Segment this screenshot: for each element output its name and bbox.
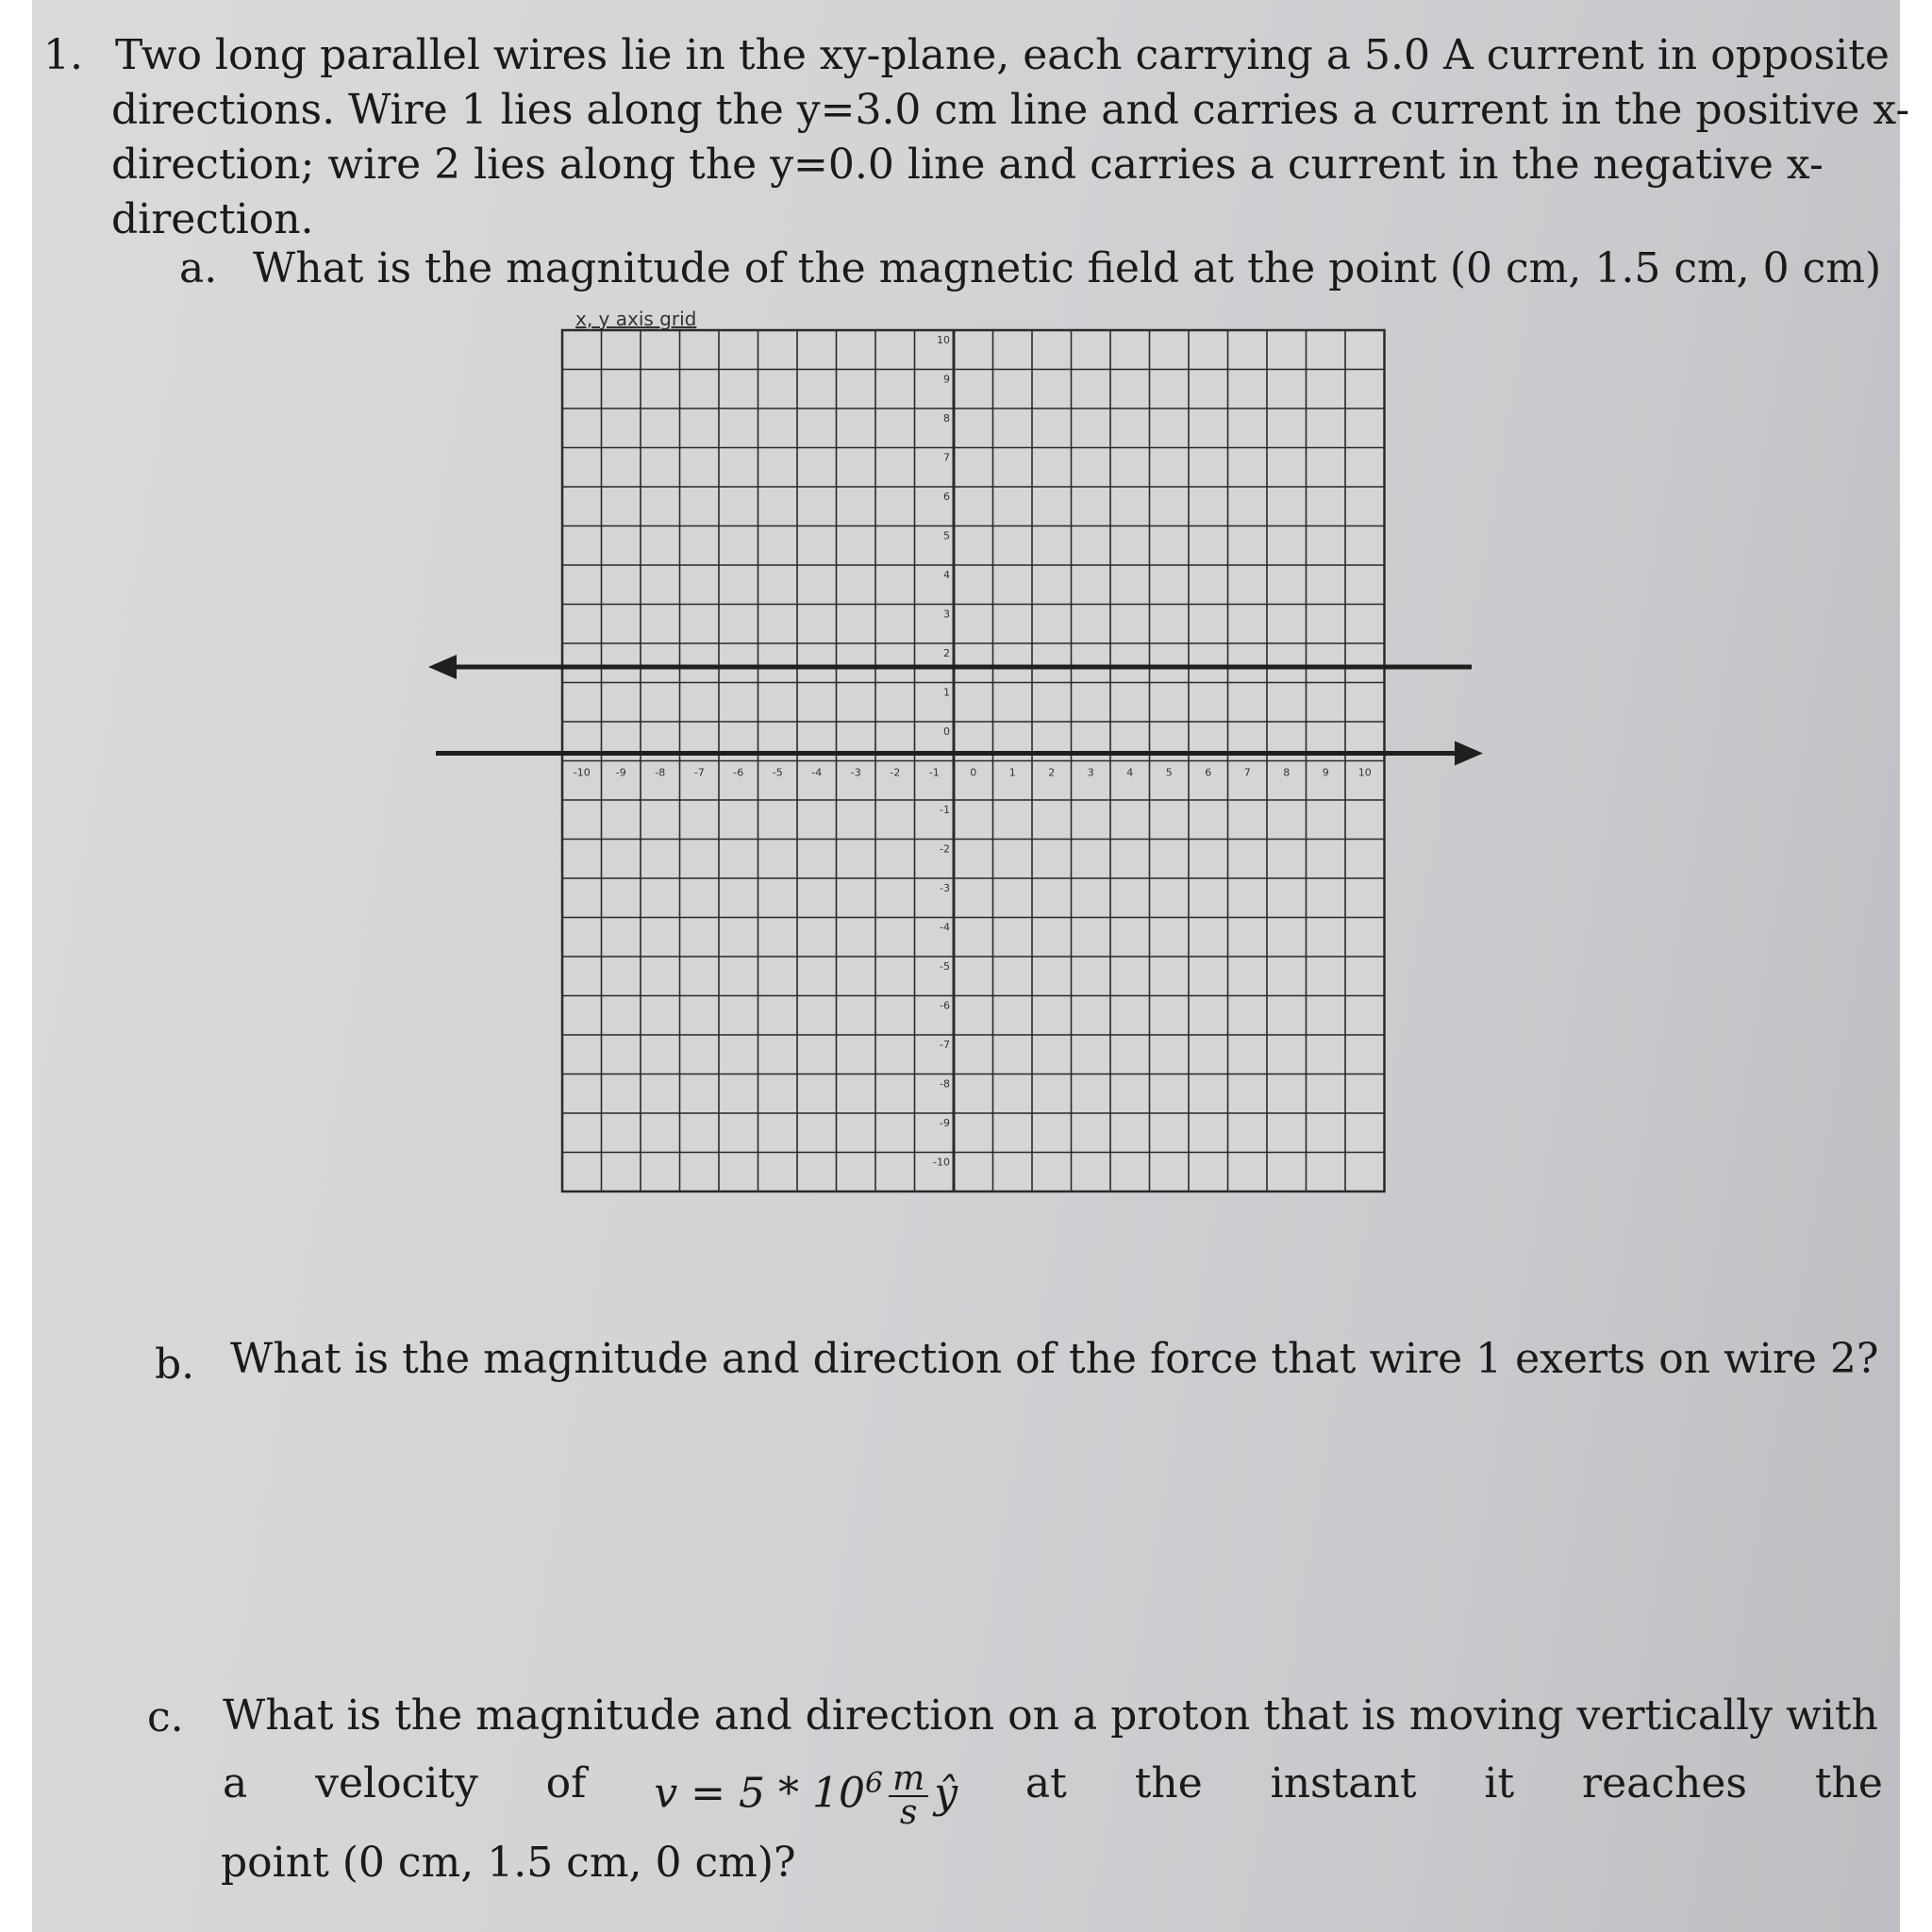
word-it: it [1484,1759,1515,1807]
x-tick-label: 1 [1008,766,1016,779]
x-tick-label: -10 [573,766,591,779]
part-b-letter: b. [155,1341,195,1389]
word-at: at [1024,1759,1067,1807]
wire-arrowhead-left [428,655,457,679]
word-the: the [1134,1759,1203,1807]
part-b-question: What is the magnitude and direction of the force that wire 1 exerts on wire 2? [230,1335,1879,1383]
part-a-letter: a. [179,244,218,292]
y-tick-label: 9 [943,373,950,386]
x-tick-label: -4 [811,766,823,779]
problem-line-1: Two long parallel wires lie in the xy-plane, each carrying a 5.0 A current in opposite [115,31,1890,79]
x-tick-label: 10 [1357,766,1372,779]
y-tick-label: -2 [940,842,950,856]
x-tick-label: -9 [615,766,626,779]
y-tick-label: -7 [940,1039,950,1051]
y-tick-label: -6 [940,999,950,1012]
y-tick-label: 0 [943,725,950,738]
x-tick-label: 9 [1322,766,1329,779]
x-tick-label: 0 [970,766,977,779]
velocity-equation: $v = 5 * 10^6$ $\frac{m}{s}$ ŷ [654,1759,958,1833]
y-tick-label: 4 [943,569,950,581]
y-tick-label: -4 [940,921,950,934]
problem-line-2: directions. Wire 1 lies along the y=3.0 cm line and carries a current in the positive x- [111,86,1910,134]
problem-line-3: direction; wire 2 lies along the y=0.0 line and carries a current in the negative x- [111,141,1824,189]
x-tick-label: -3 [850,766,861,779]
grid-title: x, y axis grid [575,308,697,330]
word-of: of [545,1759,587,1807]
unit-fraction: $\frac{m}{s}$ [889,1763,928,1829]
x-tick-label: -1 [928,766,940,779]
y-tick-label: -1 [940,804,950,816]
x-tick-label: -6 [733,766,744,779]
y-tick-label: 5 [943,529,950,542]
y-tick-label: -10 [933,1156,950,1169]
x-tick-label: 2 [1048,766,1056,779]
x-tick-label: -2 [890,766,901,779]
y-tick-label: -9 [940,1117,950,1129]
part-a-question: What is the magnitude of the magnetic field at the point (0 cm, 1.5 cm, 0 cm) [253,244,1882,292]
y-tick-label: 8 [943,412,950,425]
x-tick-label: -5 [772,766,783,779]
x-tick-label: 6 [1205,766,1212,779]
word-reaches: reaches [1582,1759,1747,1807]
y-tick-label: 1 [943,686,950,699]
x-tick-label: -8 [655,766,666,779]
part-c-line-3: point (0 cm, 1.5 cm, 0 cm)? [221,1839,796,1887]
word-the-2: the [1814,1759,1883,1807]
x-tick-label: -7 [693,766,705,779]
x-tick-label: 5 [1165,766,1173,779]
word-a: a [223,1759,248,1807]
part-c-line-1: What is the magnitude and direction on a proton that is moving vertically with [223,1691,1878,1740]
y-tick-label: 10 [937,334,950,346]
coordinate-grid [415,321,1491,1208]
x-tick-label: 3 [1087,766,1094,779]
part-c-letter: c. [147,1693,184,1741]
word-instant: instant [1270,1759,1417,1807]
y-tick-label: 2 [943,647,950,659]
y-tick-label: -8 [940,1077,950,1091]
y-tick-label: 6 [943,491,950,503]
x-tick-label: 7 [1243,766,1251,779]
part-c-line-2 [223,1757,1883,1833]
x-tick-label: 4 [1126,766,1134,779]
problem-number: 1. [43,31,83,79]
word-velocity: velocity [315,1759,478,1807]
y-tick-label: 7 [943,451,950,464]
y-tick-label: 3 [943,608,950,621]
y-tick-label: -5 [940,960,950,973]
y-tick-label: -3 [940,882,950,894]
wire-arrowhead-right [1455,741,1483,766]
x-tick-label: 8 [1283,766,1291,779]
problem-line-4: direction. [111,195,314,243]
